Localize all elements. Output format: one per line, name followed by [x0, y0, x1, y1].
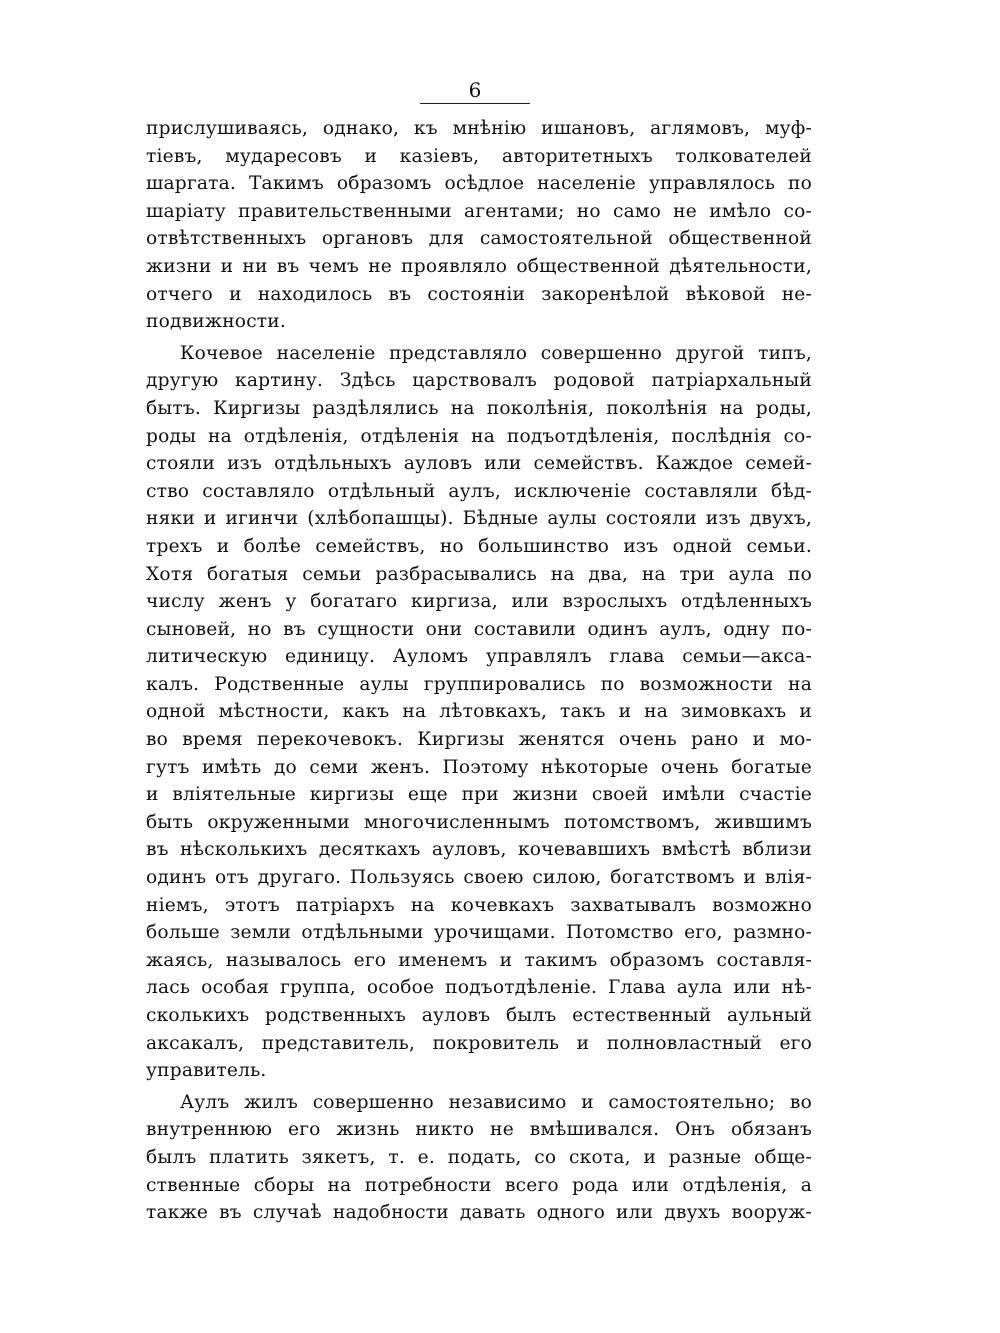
text-line: жаясь, называлось его именемъ и такимъ образомъ составля- — [146, 949, 812, 971]
paragraph — [146, 340, 812, 1085]
text-line: калъ. Родственные аулы группировались по возможности на — [146, 673, 812, 695]
text-line: шаріату правительственными агентами; но само не имѣло со- — [146, 200, 812, 222]
text-line: прислушиваясь, однако, къ мнѣнію ишановъ, аглямовъ, муф- — [146, 118, 812, 139]
text-line: числу женъ у богатаго киргиза, или взрослыхъ отдѣленныхъ — [146, 591, 812, 613]
text-line: въ нѣсколькихъ десяткахъ ауловъ, кочевавшихъ вмѣстѣ вблизи — [146, 839, 812, 861]
text-line: также въ случаѣ надобности давать одного или двухъ вооруж- — [146, 1202, 812, 1224]
text-line: ство составляло отдѣльный аулъ, исключеніе составляли бѣд- — [146, 480, 812, 502]
text-line: былъ платить зякетъ, т. е. подать, со скота, и разные обще- — [146, 1146, 812, 1168]
text-line: Хотя богатыя семьи разбрасывались на два, на три аула по — [146, 563, 812, 585]
text-line: стояли изъ отдѣльныхъ ауловъ или семействъ. Каждое семей- — [146, 453, 812, 475]
page-number: 6 — [468, 78, 482, 102]
text-line: сколькихъ родственныхъ ауловъ былъ естественный аульный — [146, 1005, 812, 1026]
body-text — [146, 115, 812, 1227]
text-line: аксакалъ, представитель, покровитель и полновластный его — [146, 1032, 812, 1054]
text-line: жизни и ни въ чемъ не проявляло общественной дѣятельности, — [146, 255, 812, 277]
text-line: бытъ. Киргизы раздѣлялись на поколѣнія, поколѣнія на роды, — [146, 397, 812, 419]
text-line: одинъ отъ другаго. Пользуясь своею силою, богатствомъ и влія- — [146, 867, 812, 889]
text-line: Кочевое населеніе представляло совершенно другой типъ, — [180, 342, 812, 364]
page-number-rule — [420, 103, 530, 104]
text-line: Аулъ жилъ совершенно независимо и самостоятельно; во — [180, 1091, 812, 1113]
text-line: подвижности. — [146, 311, 286, 333]
text-line: сыновей, но въ сущности они составили одинъ аулъ, одну по- — [146, 618, 812, 640]
paragraph — [146, 1089, 812, 1227]
text-line: другую картину. Здѣсь царствовалъ родовой патріархальный — [146, 370, 812, 392]
text-line: няки и игинчи (хлѣбопашцы). Бѣдные аулы состояли изъ двухъ, — [146, 508, 812, 530]
text-line: ніемъ, этотъ патріархъ на кочевкахъ захватывалъ возможно — [146, 894, 812, 916]
text-line: отчего и находилось въ состояніи закоренѣлой вѣковой не- — [146, 283, 812, 305]
text-line: больше земли отдѣльными урочищами. Потомство его, размно- — [146, 922, 812, 944]
text-line: быть окруженными многочисленнымъ потомствомъ, жившимъ — [146, 811, 812, 833]
text-line: лась особая группа, особое подъотдѣленіе. Глава аула или нѣ- — [146, 977, 812, 999]
text-line: ственные сборы на потребности всего рода или отдѣленія, а — [146, 1174, 812, 1196]
text-line: тіевъ, мударесовъ и казіевъ, авторитетныхъ толкователей — [146, 145, 812, 167]
text-line: трехъ и болѣе семействъ, но большинство изъ одной семьи. — [146, 535, 812, 557]
text-line: одной мѣстности, какъ на лѣтовкахъ, такъ и на зимовкахъ и — [146, 701, 812, 723]
text-line: шаргата. Такимъ образомъ осѣдлое населеніе управлялось по — [146, 173, 812, 195]
text-line: гутъ имѣть до семи женъ. Поэтому нѣкоторые очень богатые — [146, 756, 812, 778]
text-line: внутреннюю его жизнь никто не вмѣшивался. Онъ обязанъ — [146, 1119, 812, 1141]
text-line: литическую единицу. Ауломъ управлялъ глава семьи—акса- — [146, 646, 812, 668]
paragraph — [146, 115, 812, 336]
text-line: во время перекочевокъ. Киргизы женятся очень рано и мо- — [146, 729, 812, 751]
text-line: управитель. — [146, 1060, 267, 1082]
text-line: отвѣтственныхъ органовъ для самостоятельной общественной — [146, 228, 812, 250]
text-line: и вліятельные киргизы еще при жизни своей имѣли счастіе — [146, 784, 812, 806]
text-line: роды на отдѣленія, отдѣленія на подъотдѣленія, послѣднія со- — [146, 425, 812, 447]
